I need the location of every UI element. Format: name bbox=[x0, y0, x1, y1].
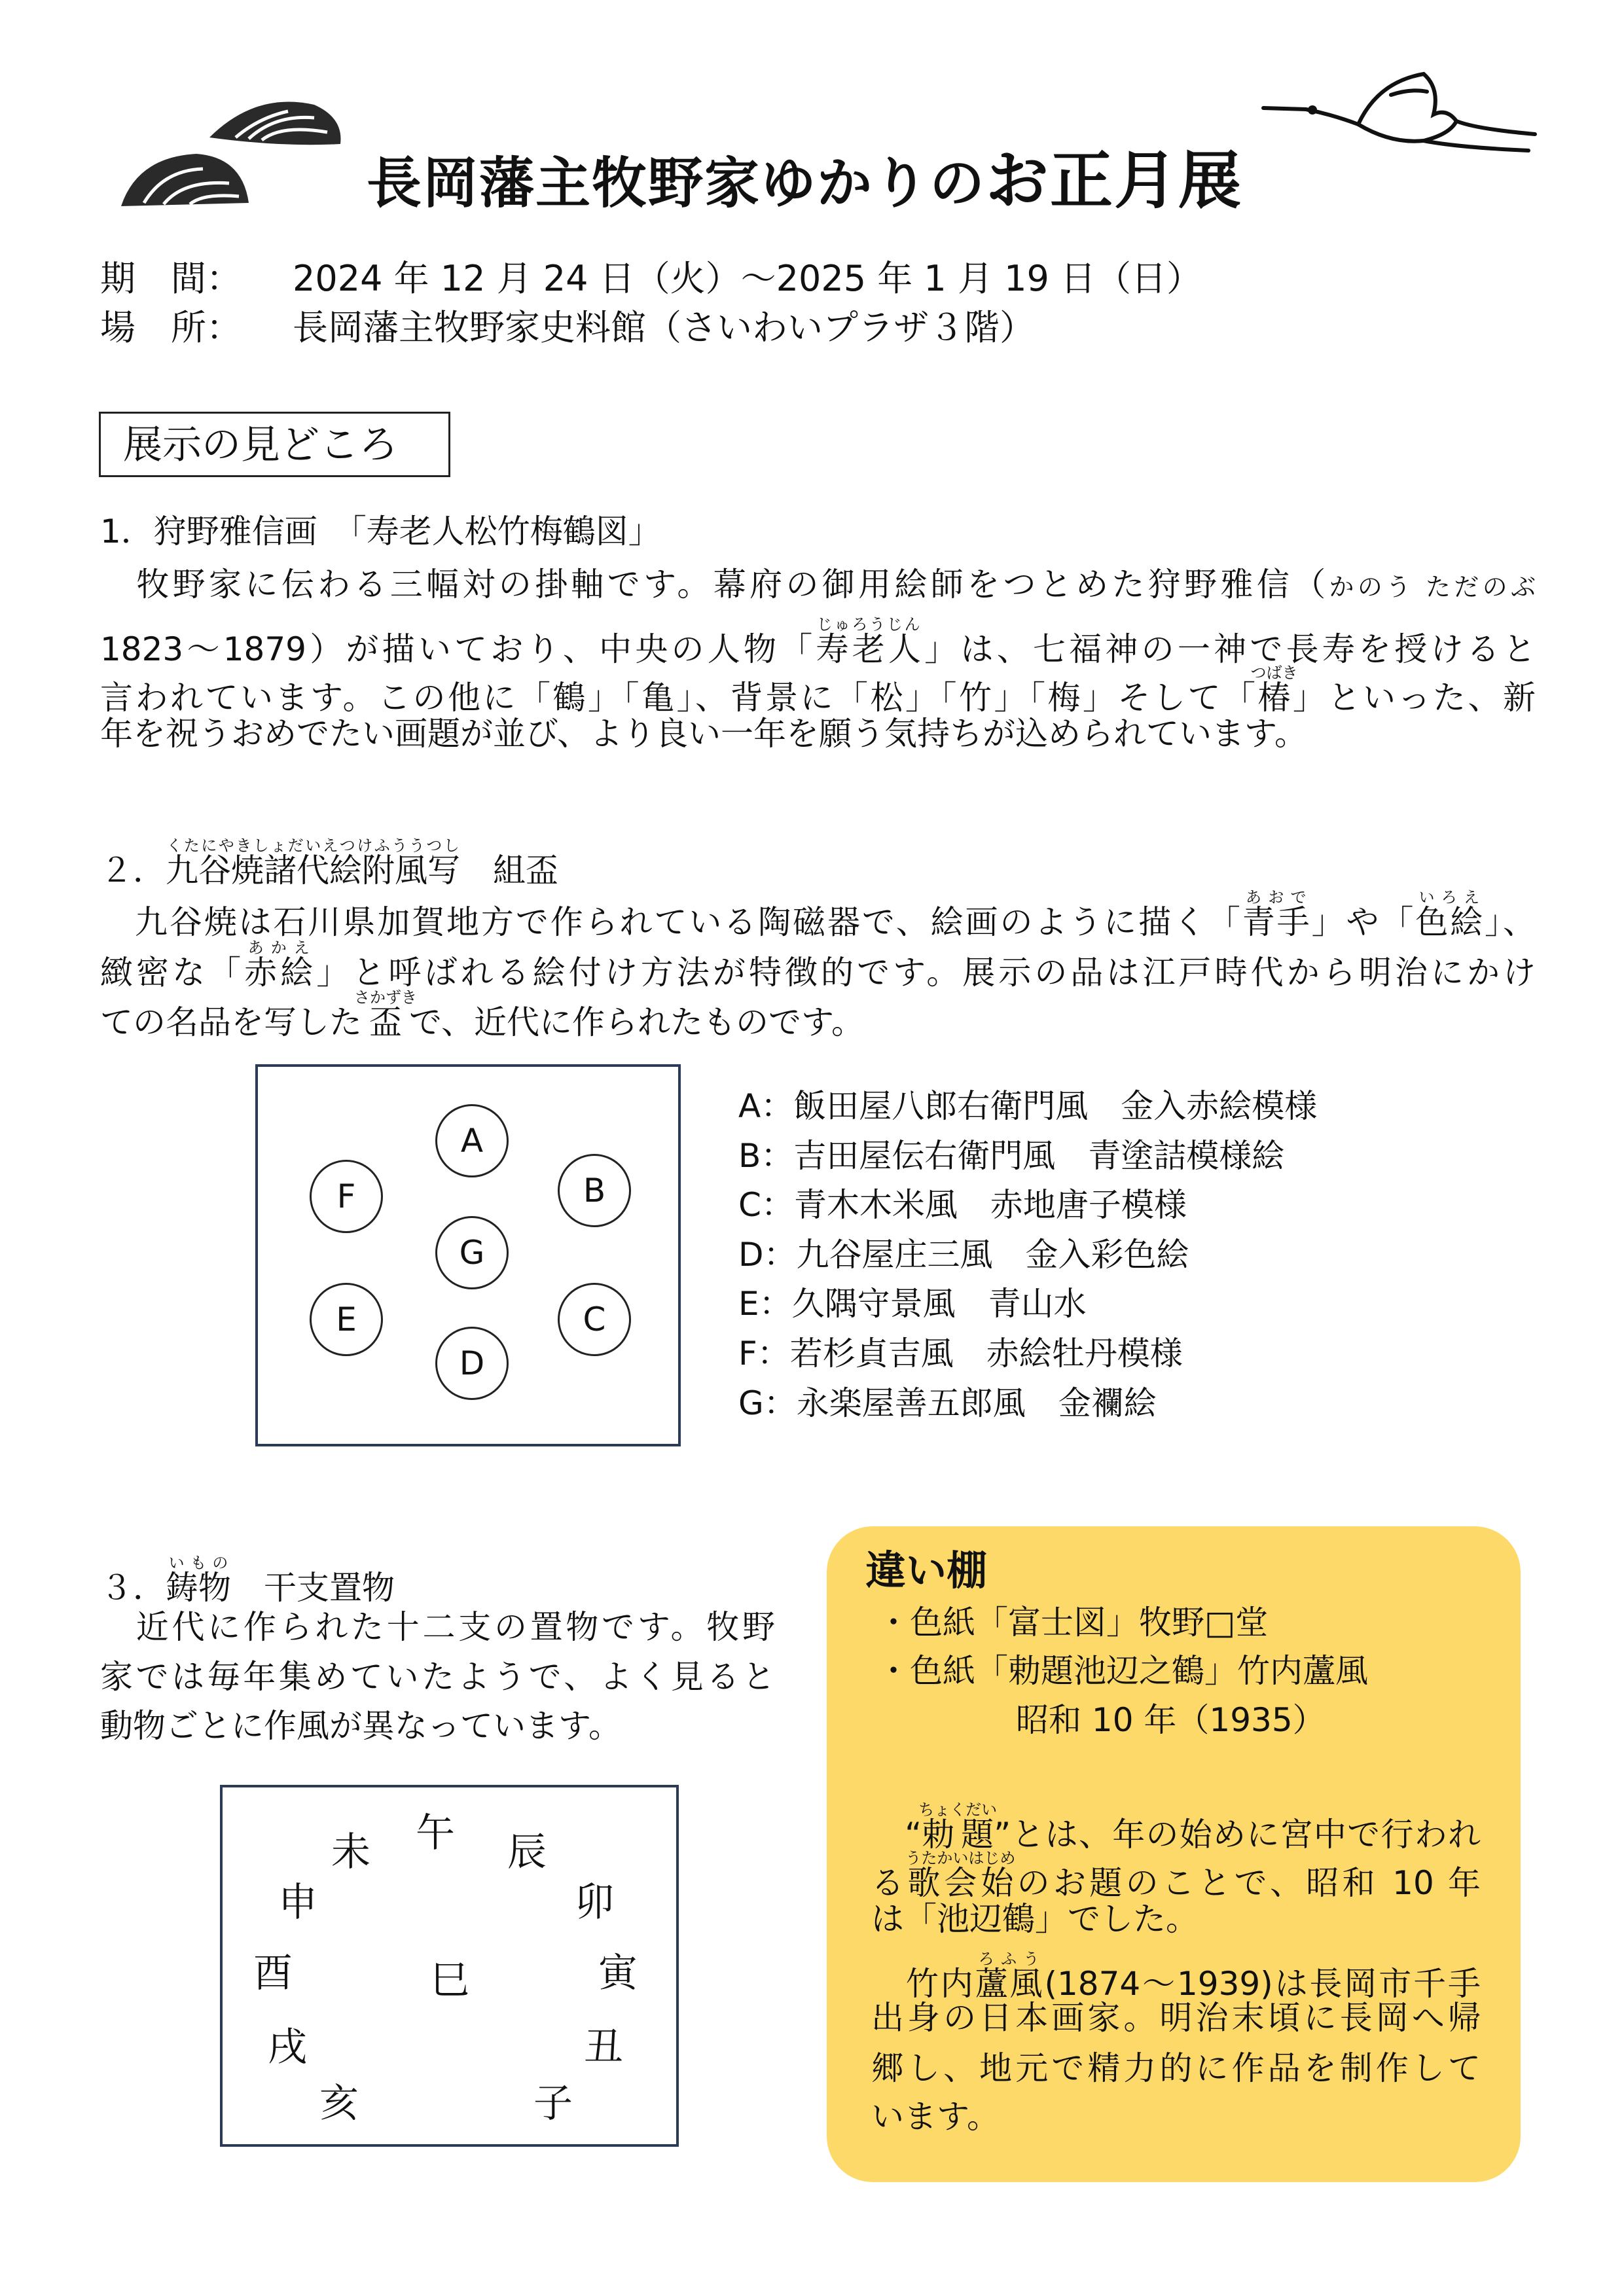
body-line bbox=[871, 2097, 1481, 2136]
text-run: 」と呼ばれる絵付け方法が特徴的です。展示の品は江戸時代から明治にかけ bbox=[316, 954, 1536, 992]
cup-list-item: A：飯田屋八郎右衛門風 金入赤絵模様 bbox=[738, 1087, 1318, 1125]
ruby-word bbox=[918, 1801, 998, 1854]
cup-list-item: B：吉田屋伝右衛門風 青塗詰模様絵 bbox=[738, 1136, 1285, 1175]
cup-d: D bbox=[435, 1327, 509, 1400]
ruby-word bbox=[354, 988, 417, 1041]
text-run: る bbox=[871, 1864, 908, 1902]
text-run: 出身の日本画家。明治末頃に長岡へ帰 bbox=[871, 1999, 1481, 2037]
zodiac-inu: 戌 bbox=[268, 2024, 307, 2070]
highlights-heading: 展示の見どころ bbox=[99, 412, 450, 477]
cup-list-item: D：九谷屋庄三風 金入彩色絵 bbox=[738, 1235, 1189, 1274]
section1-heading: 1．狩野雅信画 「寿老人松竹梅鶴図」 bbox=[100, 512, 661, 550]
ruby-reading: ろふう bbox=[975, 1950, 1043, 1968]
text-run: 組盃 bbox=[460, 852, 558, 889]
text-run: います。 bbox=[871, 2098, 1000, 2136]
zodiac-ne: 子 bbox=[533, 2081, 573, 2126]
body-line bbox=[100, 988, 1536, 1041]
text-run: 年を祝うおめでたい画題が並び、より良い一年を願う気持ちが込められています。 bbox=[100, 715, 1307, 753]
body-line bbox=[100, 664, 1536, 717]
zodiac-u: 卯 bbox=[575, 1880, 614, 1926]
body-line bbox=[871, 1998, 1481, 2037]
zodiac-saru: 申 bbox=[278, 1880, 317, 1926]
period-label: 期 間： bbox=[100, 258, 242, 299]
ruby-base: 寿老人 bbox=[816, 630, 925, 668]
ruby-word bbox=[975, 1950, 1045, 2003]
cup-g: G bbox=[435, 1216, 509, 1289]
text-run: 九谷焼は石川県加賀地方で作られている陶磁器で、絵画のように描く「 bbox=[100, 903, 1242, 941]
ruby-word bbox=[905, 1849, 1016, 1902]
ruby-reading: さかずき bbox=[354, 988, 417, 1007]
crane-icon bbox=[1260, 69, 1538, 164]
cup-list-item: F：若杉貞吉風 赤絵牡丹模様 bbox=[738, 1335, 1183, 1372]
text-run: ての名品を写した bbox=[100, 1003, 362, 1041]
ruby-base: 青手 bbox=[1242, 903, 1312, 941]
zodiac-tatsu: 辰 bbox=[507, 1829, 547, 1875]
ruby-base: 鋳物 bbox=[166, 1569, 231, 1607]
ruby-reading: あおで bbox=[1242, 888, 1310, 906]
zodiac-uma: 午 bbox=[416, 1810, 455, 1856]
body-line bbox=[871, 1899, 1481, 1939]
title-main: 長岡藩主牧野家ゆかりの bbox=[367, 151, 986, 215]
body-line bbox=[100, 1607, 775, 1647]
chigaidana-item: ・色紙「富士図」牧野□堂 bbox=[877, 1604, 1269, 1641]
ruby-word bbox=[166, 1554, 231, 1607]
ruby-base: 赤絵 bbox=[244, 954, 317, 992]
ruby-reading: あかえ bbox=[244, 939, 314, 957]
ruby-word bbox=[244, 939, 317, 992]
ruby-reading: うたかいはじめ bbox=[905, 1849, 1016, 1867]
period-value: 2024 年 12 月 24 日（火）～2025 年 1 月 19 日（日） bbox=[293, 258, 1202, 299]
ruby-word bbox=[816, 615, 925, 668]
ruby-word bbox=[1250, 664, 1298, 717]
ruby-base: 盃 bbox=[354, 1003, 417, 1041]
ruby-word bbox=[1415, 888, 1485, 941]
zodiac-ushi: 丑 bbox=[584, 2024, 623, 2070]
reading-note: かのう ただのぶ bbox=[1329, 573, 1536, 601]
body-line bbox=[100, 615, 1536, 668]
body-line bbox=[100, 888, 1536, 941]
body-line bbox=[871, 1801, 1481, 1854]
chigaidana-heading: 違い棚 bbox=[865, 1547, 988, 1594]
cup-b: B bbox=[558, 1154, 631, 1227]
ruby-reading: いろえ bbox=[1415, 888, 1483, 906]
body-line bbox=[100, 565, 1536, 604]
text-run: 干支置物 bbox=[231, 1569, 395, 1607]
ruby-reading: ちょくだい bbox=[918, 1801, 998, 1819]
cup-layout-diagram bbox=[255, 1064, 681, 1446]
text-run: 牧野家に伝わる三幅対の掛軸です。幕府の御用絵師をつとめた狩野雅信（ bbox=[100, 565, 1329, 603]
ruby-base: 九谷焼諸代絵附風写 bbox=[166, 852, 460, 889]
text-run: 」は、七福神の一神で長寿を授けると bbox=[924, 630, 1536, 668]
chigaidana-item-date: 昭和 10 年（1935） bbox=[1016, 1701, 1326, 1739]
text-run: 郷し、地元で精力的に作品を制作して bbox=[871, 2049, 1481, 2087]
body-line bbox=[100, 939, 1536, 992]
cup-list-item: G：永楽屋善五郎風 金襴絵 bbox=[738, 1384, 1157, 1422]
body-line bbox=[871, 1849, 1481, 1902]
body-line bbox=[871, 1950, 1481, 2003]
ruby-base: 色絵 bbox=[1415, 903, 1485, 941]
body-line bbox=[100, 1706, 775, 1746]
text-run: 竹内 bbox=[871, 1965, 975, 2003]
text-run: のお題のことで、昭和 10 年 bbox=[1013, 1864, 1481, 1902]
ruby-word bbox=[1242, 888, 1312, 941]
chigaidana-item: ・色紙「勅題池辺之鶴」竹内蘆風 bbox=[877, 1652, 1368, 1690]
zodiac-tora: 寅 bbox=[598, 1950, 638, 1996]
zodiac-tori: 酉 bbox=[253, 1950, 293, 1996]
cup-f: F bbox=[310, 1160, 383, 1233]
body-line bbox=[100, 714, 1536, 753]
cup-c: C bbox=[558, 1283, 631, 1356]
zodiac-hitsuji: 未 bbox=[331, 1829, 370, 1875]
zodiac-layout-diagram bbox=[220, 1785, 679, 2147]
body-line bbox=[871, 2049, 1481, 2088]
pine-icon bbox=[118, 92, 347, 209]
cup-e: E bbox=[310, 1283, 383, 1356]
ruby-base: 椿 bbox=[1250, 679, 1298, 717]
text-run: 」といった、新 bbox=[1290, 679, 1536, 717]
text-run: 緻密な「 bbox=[100, 954, 245, 992]
ruby-reading: つばき bbox=[1250, 664, 1298, 682]
heading-line bbox=[100, 1554, 395, 1607]
ruby-word bbox=[166, 836, 460, 889]
text-run: “ bbox=[871, 1816, 922, 1854]
heading-line bbox=[100, 836, 558, 889]
text-run: 言われています。この他に「鶴」「亀」、背景に「松」「竹」「梅」そして「 bbox=[100, 679, 1258, 717]
ruby-reading: くたにやきしょだいえつけふううつし bbox=[166, 836, 460, 855]
text-run: ３． bbox=[100, 1569, 166, 1607]
ruby-reading: じゅろうじん bbox=[816, 615, 921, 634]
text-run: 家では毎年集めていたようで、よく見ると bbox=[100, 1658, 775, 1696]
ruby-base: 歌会始 bbox=[905, 1864, 1016, 1902]
text-run: (1874～1939)は長岡市千手 bbox=[1044, 1965, 1481, 2003]
zodiac-mi: 巳 bbox=[430, 1958, 469, 2003]
page-title bbox=[367, 131, 1242, 221]
text-run: 1823～1879）が描いており、中央の人物「 bbox=[100, 630, 816, 668]
place-value: 長岡藩主牧野家史料館（さいわいプラザ３階） bbox=[293, 307, 1035, 348]
zodiac-i: 亥 bbox=[319, 2081, 359, 2126]
text-run: ”とは、年の始めに宮中で行われ bbox=[994, 1816, 1481, 1854]
body-line bbox=[100, 1657, 775, 1696]
title-emphasis: お正月展 bbox=[986, 144, 1243, 217]
period-row bbox=[100, 251, 1540, 299]
text-run: は「池辺鶴」でした。 bbox=[871, 1900, 1199, 1938]
text-run: 」、 bbox=[1485, 903, 1536, 941]
text-run: 」や「 bbox=[1311, 903, 1416, 941]
cup-list-item: C：青木木米風 赤地唐子模様 bbox=[738, 1186, 1187, 1225]
cup-list-item: E：久隅守景風 青山水 bbox=[738, 1285, 1087, 1323]
place-label: 場 所： bbox=[100, 307, 242, 348]
text-run: 動物ごとに作風が異なっています。 bbox=[100, 1707, 621, 1745]
text-run: ２． bbox=[100, 852, 166, 889]
place-row bbox=[100, 300, 1540, 346]
ruby-reading: いもの bbox=[166, 1554, 231, 1572]
cup-a: A bbox=[435, 1104, 509, 1177]
ruby-base: 勅題 bbox=[918, 1816, 998, 1854]
text-run: で、近代に作られたものです。 bbox=[409, 1003, 864, 1041]
ruby-base: 蘆風 bbox=[975, 1965, 1045, 2003]
text-run: 近代に作られた十二支の置物です。牧野 bbox=[100, 1608, 775, 1646]
